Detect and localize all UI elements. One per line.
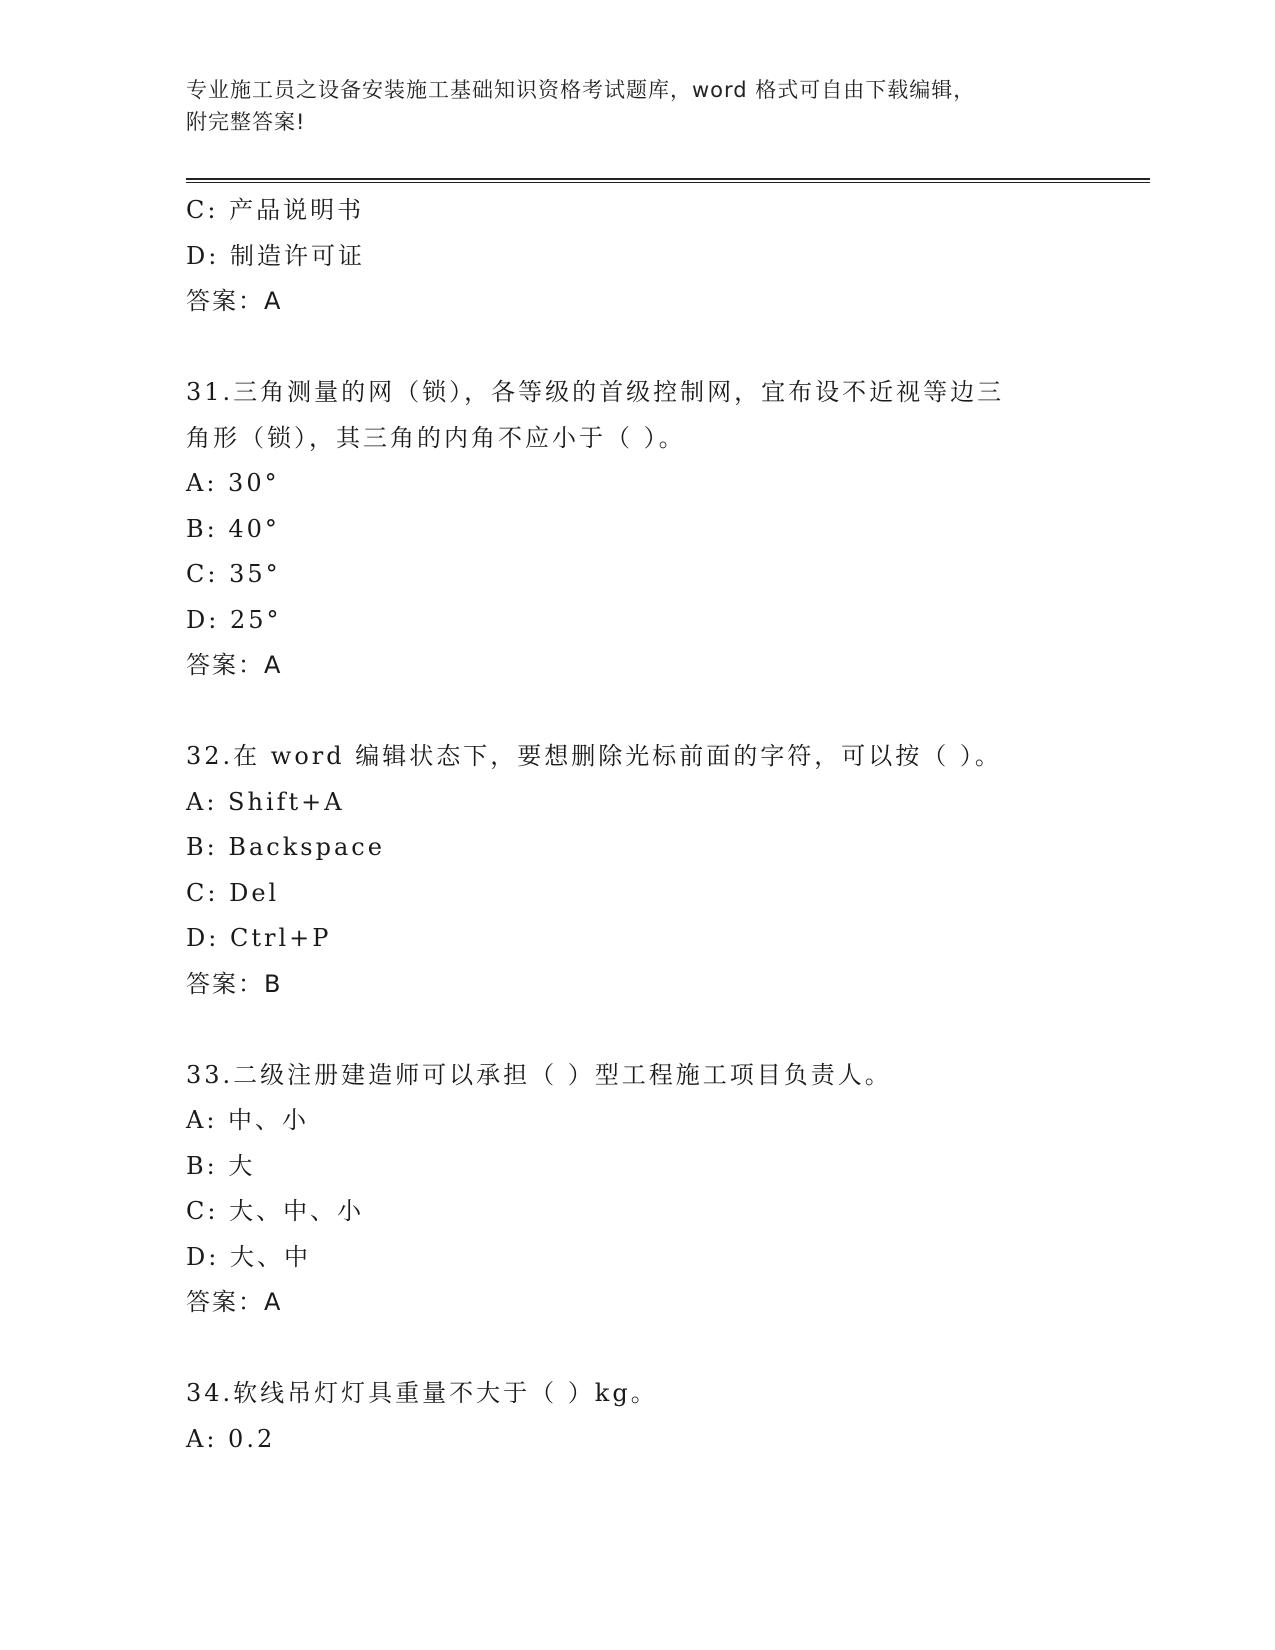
option-c: C: 产品说明书 xyxy=(186,196,365,224)
option-b: B: 40° xyxy=(186,514,280,543)
answer-label: 答案：A xyxy=(186,1288,283,1316)
option-c: C: 大、中、小 xyxy=(186,1197,365,1225)
question-block-32 xyxy=(186,734,1086,1007)
question-stem: 31.三角测量的网（锁），各等级的首级控制网，宜布设不近视等边三 xyxy=(186,378,1005,406)
option-b: B: 大 xyxy=(186,1151,256,1180)
page-header xyxy=(186,74,1086,138)
option-c: C: Del xyxy=(186,878,280,907)
header-line-1: 专业施工员之设备安装施工基础知识资格考试题库，word 格式可自由下载编辑， xyxy=(186,78,976,102)
question-block-34 xyxy=(186,1371,1086,1462)
question-block-30-continued xyxy=(186,188,1086,325)
answer-label: 答案：A xyxy=(186,287,283,315)
option-a: A: Shift+A xyxy=(186,787,345,816)
option-a: A: 0.2 xyxy=(186,1424,276,1453)
header-line-2: 附完整答案! xyxy=(186,110,306,134)
option-a: A: 中、小 xyxy=(186,1106,310,1134)
header-divider xyxy=(186,178,1150,183)
question-block-33 xyxy=(186,1053,1086,1326)
option-d: D: Ctrl+P xyxy=(186,924,332,952)
question-stem: 33.二级注册建造师可以承担（ ）型工程施工项目负责人。 xyxy=(186,1060,892,1089)
question-stem: 34.软线吊灯灯具重量不大于（ ）kg。 xyxy=(186,1379,658,1407)
option-d: D: 25° xyxy=(186,605,282,634)
option-d: D: 大、中 xyxy=(186,1242,311,1271)
option-a: A: 30° xyxy=(186,469,280,497)
option-b: B: Backspace xyxy=(186,833,385,861)
spacer xyxy=(186,689,1086,735)
option-c: C: 35° xyxy=(186,560,281,588)
question-stem: 32.在 word 编辑状态下，要想删除光标前面的字符，可以按（ ）。 xyxy=(186,742,1002,770)
question-stem: 角形（锁），其三角的内角不应小于（ ）。 xyxy=(186,423,686,452)
answer-label: 答案：A xyxy=(186,651,283,679)
option-d: D: 制造许可证 xyxy=(186,241,365,270)
spacer xyxy=(186,1007,1086,1053)
question-block-31 xyxy=(186,370,1086,689)
document-body xyxy=(186,188,1086,1462)
spacer xyxy=(186,1326,1086,1372)
spacer xyxy=(186,325,1086,371)
answer-label: 答案：B xyxy=(186,969,283,998)
